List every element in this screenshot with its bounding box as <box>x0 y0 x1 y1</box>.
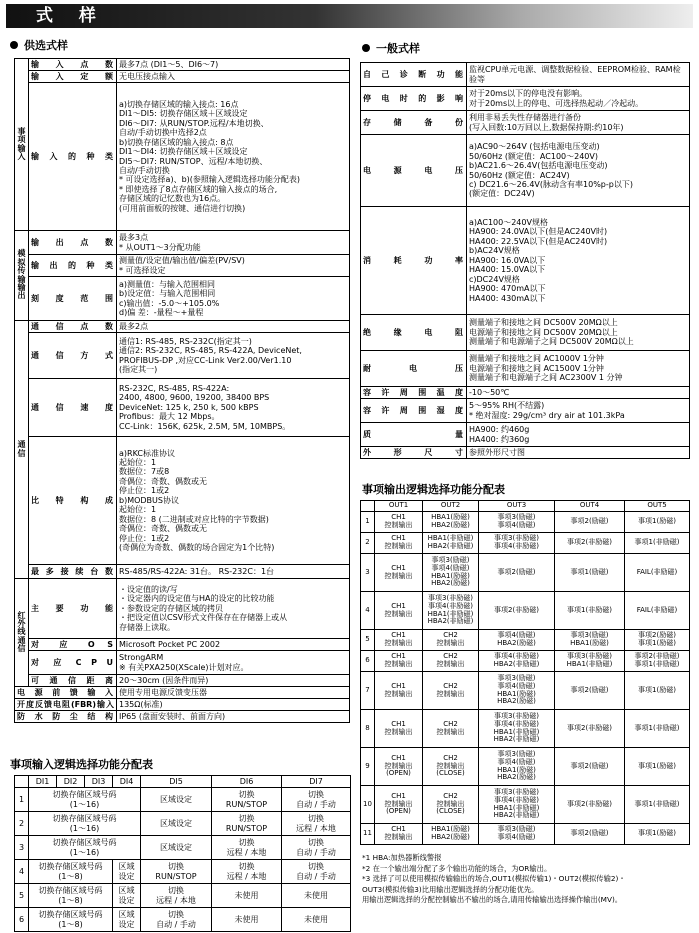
table-cell: 事项2(励磁) <box>479 554 555 592</box>
table-cell: 1 <box>15 788 29 812</box>
table-cell: DI3 <box>85 776 113 788</box>
spec-value: Microsoft Pocket PC 2002 <box>117 639 350 651</box>
table-cell: OUT4 <box>555 501 625 512</box>
table-cell: 事项3(非励磁) 事项4(非励磁) HBA1(非励磁) HBA2(非励磁) <box>479 710 555 748</box>
table-cell: HBA1(励磁) HBA2(励磁) <box>423 824 479 845</box>
spec-key: 存 储 备 份 <box>361 111 467 135</box>
table-cell: 事项2(励磁) <box>555 748 625 786</box>
table-cell: FAIL(非励磁) <box>625 554 690 592</box>
table-cell: 事项1(非励磁) <box>625 786 690 824</box>
spec-value: 最多7点 (DI1～5、DI6～7) <box>117 59 350 71</box>
table-row <box>361 592 690 630</box>
table-cell: CH2 控制输出 <box>423 651 479 672</box>
spec-value: a)测量值：与输入范围相同 b)设定值：与输入范围相同 c)输出值：-5.0～+105.0% d)偏 差：-量程～+量程 <box>117 277 350 321</box>
spec-key: 容 许 周 围 湿 度 <box>361 399 467 423</box>
table-cell: CH1 控制输出 <box>375 630 423 651</box>
table-cell: 事项2(励磁) <box>555 672 625 710</box>
table-cell: 未使用 <box>282 884 351 908</box>
spec-key: 通 信 方 式 <box>29 333 117 379</box>
spec-key: 容 许 周 围 温 度 <box>361 387 467 399</box>
table-cell: DI2 <box>57 776 85 788</box>
spec-key: 通 信 点 数 <box>29 321 117 333</box>
spec-value: 最多2点 <box>117 321 350 333</box>
spec-key: 自 己 诊 断 功 能 <box>361 63 467 87</box>
group-label: 通信 <box>15 321 29 579</box>
table-cell: CH2 控制输出 (CLOSE) <box>423 786 479 824</box>
output-select-heading: 事项输出逻辑选择功能分配表 <box>362 483 505 496</box>
table-cell: CH2 控制输出 <box>423 710 479 748</box>
spec-key: 耐 电 压 <box>361 351 467 387</box>
table-cell: CH1 控制输出 <box>375 651 423 672</box>
section-banner <box>6 4 693 28</box>
spec-value: 通信1: RS-485, RS-232C(指定其一) 通信2: RS-232C, RS-485, RS-422A, DeviceNet, PROFIBUS-DP ,对应CC-Link Ver2.00/Ver1.10 (指定其一) <box>117 333 350 379</box>
table-cell: 事项2(非励磁) <box>555 533 625 554</box>
table-cell: CH1 控制输出 <box>375 672 423 710</box>
bullet-icon <box>10 41 18 49</box>
table-cell: 切换 RUN/STOP <box>212 812 282 836</box>
spec-value: 测量值/设定值/输出值/偏差(PV/SV) * 可选择设定 <box>117 255 350 277</box>
table-cell: 切换 远程 / 本地 <box>282 812 351 836</box>
table-cell: 区域设定 <box>113 908 141 932</box>
table-row <box>361 786 690 824</box>
table-cell: CH1 控制输出 <box>375 554 423 592</box>
table-cell: 一般式样 <box>376 42 420 55</box>
table-cell: DI5 <box>141 776 212 788</box>
spec-key: 停 电 时 的 影 响 <box>361 87 467 111</box>
spec-value: 参照外形尺寸图 <box>467 447 690 459</box>
table-cell: 5 <box>361 630 375 651</box>
table-cell: 事项1(非励磁) <box>625 533 690 554</box>
spec-key: 绝 缘 电 阻 <box>361 315 467 351</box>
spec-value: a)AC100～240V规格 HA900: 24.0VA以下(但是AC240V时) HA400: 22.5VA以下(但是AC240V时) b)AC24V规格 HA900: 16.0VA以下 HA400: 15.0VA以下 c)DC24V规格 HA900: 470mA以下 HA400: 430mA以下 <box>467 207 690 315</box>
table-cell: 5 <box>15 884 29 908</box>
table-cell: 事项2(励磁) 事项1(励磁) <box>625 630 690 651</box>
spec-value: IP65 (盘面安装时、前面方向) <box>117 711 350 723</box>
table-cell: 2 <box>361 533 375 554</box>
group-label: 模拟传输输出 <box>15 231 29 321</box>
table-cell: 切换 自动 / 手动 <box>282 788 351 812</box>
table-cell: 切换 自动 / 手动 <box>282 836 351 860</box>
table-cell: 事项2(励磁) <box>555 512 625 533</box>
table-cell: 切换 RUN/STOP <box>212 788 282 812</box>
table-cell: 2 <box>15 812 29 836</box>
table-cell: 事项3(非励磁) HBA1(非励磁) <box>555 651 625 672</box>
table-cell: 区域设定 <box>141 788 212 812</box>
spec-value: a)RKC标准协议 起始位：1 数据位：7或8 奇偶位：奇数、偶数或无 停止位：1或2 b)MODBUS协议 起始位：1 数据位：8 (二进制或对应比特的字节数据) 奇偶位：奇数、偶数或无 停止位：1或2 (奇偶位为奇数、偶数的场合固定为1个比特) <box>117 437 350 565</box>
spec-key: 开度反馈电阻(FBR)输入 <box>15 699 117 711</box>
spec-key: 输 入 的 种 类 <box>29 83 117 231</box>
table-cell: 事项2(励磁) <box>555 824 625 845</box>
table-cell: CH2 控制输出 (CLOSE) <box>423 748 479 786</box>
spec-value: StrongARM ※ 有关PXA250(XScale)计划对应。 <box>117 651 350 675</box>
table-cell: 切换存储区域号码 (1～8) <box>29 908 113 932</box>
table-row <box>15 884 351 908</box>
banner-title: 式 样 <box>36 6 106 26</box>
spec-key: 防 水 防 尘 结 构 <box>15 711 117 723</box>
table-cell: 切换 远程 / 本地 <box>141 884 212 908</box>
table-cell: 3 <box>15 836 29 860</box>
spec-value: 20～30cm (因条件而异) <box>117 675 350 687</box>
table-cell: 切换存储区域号码 (1～16) <box>29 836 141 860</box>
table-cell: OUT5 <box>625 501 690 512</box>
table-cell: 事项3(非励磁) 事项4(非励磁) HBA1(非励磁) HBA2(非励磁) <box>479 786 555 824</box>
table-cell: 10 <box>361 786 375 824</box>
spec-value: 无电压接点输入 <box>117 71 350 83</box>
table-cell: 3 <box>361 554 375 592</box>
table-cell: 事项2(非励磁) <box>555 786 625 824</box>
table-cell: 6 <box>15 908 29 932</box>
table-cell <box>361 501 375 512</box>
output-select-table <box>360 500 690 845</box>
spec-key: 输 入 点 数 <box>29 59 117 71</box>
table-cell: 11 <box>361 824 375 845</box>
table-cell: DI1 <box>29 776 57 788</box>
spec-value: HA900: 约460g HA400: 约360g <box>467 423 690 447</box>
spec-value: 135Ω(标准) <box>117 699 350 711</box>
table-cell: OUT3 <box>479 501 555 512</box>
table-cell: 未使用 <box>212 908 282 932</box>
table-cell: DI6 <box>212 776 282 788</box>
table-row <box>15 788 351 812</box>
spec-value: 最多3点 * 从OUT1～3分配功能 <box>117 231 350 255</box>
spec-value: 测量端子和接地之间 DC500V 20MΩ以上 电源端子和接地之间 DC500V 20MΩ以上 测量端子和电源端子之间 DC500V 20MΩ以上 <box>467 315 690 351</box>
spec-value: -10～50℃ <box>467 387 690 399</box>
spec-value: 对于20ms以下的停电没有影响。 对于20ms以上的停电、可选择热起动／冷起动。 <box>467 87 690 111</box>
table-cell: CH2 控制输出 <box>423 630 479 651</box>
table-cell: 事项3(励磁) 事项4(励磁) <box>479 512 555 533</box>
table-cell: CH1 控制输出 <box>375 533 423 554</box>
table-cell: 事项4(非励磁) HBA2(非励磁) <box>479 651 555 672</box>
spec-key: 可 通 信 距 离 <box>29 675 117 687</box>
table-cell: 事项3(励磁) 事项4(励磁) HBA1(励磁) HBA2(励磁) <box>479 672 555 710</box>
table-row <box>361 710 690 748</box>
input-select-table <box>14 775 351 932</box>
table-row <box>361 672 690 710</box>
table-row <box>361 512 690 533</box>
table-row <box>361 630 690 651</box>
table-row <box>361 554 690 592</box>
table-cell: CH1 控制输出 <box>375 512 423 533</box>
spec-key: 对 应 O S <box>29 639 117 651</box>
general-heading <box>362 43 420 56</box>
table-cell: CH1 控制输出 <box>375 824 423 845</box>
table-cell: 7 <box>361 672 375 710</box>
spec-value: ・设定值的读/写 ・设定器内的设定值与HA的设定的比较功能 ・参数设定的存储区域的拷贝 ・把设定值以CSV形式文件保存在存储器上或从 存储器上读取。 <box>117 579 350 639</box>
table-row <box>15 836 351 860</box>
table-cell: CH1 控制输出 <box>375 710 423 748</box>
spec-key: 外 形 尺 寸 <box>361 447 467 459</box>
table-cell: 切换存储区域号码 (1～8) <box>29 884 113 908</box>
spec-value: a)切换存储区域的输入接点: 16点 DI1～DI5: 切换存储区域＋区域设定 DI6～DI7: 从RUN/STOP.远程/本地切换、 自动/手动切换中选择2点 b)切换存储区域的输入接点: 8点 DI1～DI4: 切换存储区域＋区域设定 DI5～DI7: RUN/STOP、远程/本地切换、 自动/手动切换 * 可设定选择a)、b)(参照输入逻辑选择功能分配表) * 即使选择了8点存储区域的输入接点的场合, 存储区域的记忆数也为16点。 (可用前面板的按键、通信进行切换) <box>117 83 350 231</box>
table-cell: 区域设定 <box>141 812 212 836</box>
footnotes: *1 HBA:加热器断线警报 *2 在一个输出端分配了多个输出功能的场合，为OR输出。 *3 选择了可以使用模拟传输输出的场合,OUT1(模拟传输1)・OUT2(模拟传输2)・ OUT3(模拟传输3)比用输出逻辑选择的分配功能优先。 用输出逻辑选择的分配控制输出不输出的场合,请用传输输出选择操作输出(MV)。 <box>362 853 626 905</box>
table-cell: 事项1(非励磁) <box>555 592 625 630</box>
table-cell: DI4 <box>113 776 141 788</box>
table-row <box>361 533 690 554</box>
table-cell: HBA1(非励磁) HBA2(非励磁) <box>423 533 479 554</box>
table-cell: 切换 自动 / 手动 <box>282 860 351 884</box>
table-cell: CH1 控制输出 (OPEN) <box>375 748 423 786</box>
table-cell: 区域设定 <box>141 836 212 860</box>
table-cell: 事项1(励磁) <box>625 824 690 845</box>
table-cell: 事项1(励磁) <box>625 748 690 786</box>
spec-key: 对 应 C P U <box>29 651 117 675</box>
table-cell: 区域设定 <box>113 884 141 908</box>
general-spec-table <box>360 62 690 459</box>
table-cell <box>15 776 29 788</box>
bullet-icon <box>362 44 370 52</box>
group-label: 事项输入 <box>15 59 29 231</box>
table-cell: CH2 控制输出 <box>423 672 479 710</box>
table-cell: 未使用 <box>282 908 351 932</box>
table-cell: 切换 远程 / 本地 <box>212 860 282 884</box>
table-cell: 8 <box>361 710 375 748</box>
table-cell: 未使用 <box>212 884 282 908</box>
table-row <box>361 651 690 672</box>
table-cell: 6 <box>361 651 375 672</box>
table-cell: 事项3(励磁) 事项4(励磁) HBA1(励磁) HBA2(励磁) <box>423 554 479 592</box>
spec-key: 输 出 点 数 <box>29 231 117 255</box>
table-cell: DI7 <box>282 776 351 788</box>
group-label: 红外线通信 <box>15 579 29 687</box>
table-cell: HBA1(励磁) HBA2(励磁) <box>423 512 479 533</box>
table-cell: 1 <box>361 512 375 533</box>
spec-key: 比 特 构 成 <box>29 437 117 565</box>
table-cell: 事项3(励磁) 事项4(励磁) <box>479 824 555 845</box>
table-cell: 切换 远程 / 本地 <box>212 836 282 860</box>
table-cell: OUT2 <box>423 501 479 512</box>
table-cell: 切换存储区域号码 (1～8) <box>29 860 113 884</box>
table-cell: 事项2(非励磁) <box>555 710 625 748</box>
spec-key: 主 要 功 能 <box>29 579 117 639</box>
table-row <box>15 812 351 836</box>
table-cell: 事项3(励磁) 事项4(励磁) HBA1(励磁) HBA2(励磁) <box>479 748 555 786</box>
table-row <box>15 908 351 932</box>
table-cell: 事项1(非励磁) <box>625 710 690 748</box>
table-cell: CH1 控制输出 <box>375 592 423 630</box>
table-cell: 切换 RUN/STOP <box>141 860 212 884</box>
table-row <box>361 748 690 786</box>
table-cell: 4 <box>15 860 29 884</box>
spec-key: 输 入 定 额 <box>29 71 117 83</box>
table-cell: 切换存储区域号码 (1～16) <box>29 788 141 812</box>
supply-spec-table <box>14 58 350 723</box>
spec-value: 利用非易丢失性存储器进行备份 (写入回数:10万回以上,数据保持期:约10年) <box>467 111 690 135</box>
table-cell: 9 <box>361 748 375 786</box>
supply-heading <box>10 40 68 53</box>
table-cell: 供选式样 <box>24 39 68 52</box>
table-cell: 事项1(励磁) <box>555 554 625 592</box>
table-cell: 事项1(励磁) <box>625 512 690 533</box>
spec-key: 通 信 速 度 <box>29 379 117 437</box>
spec-value: 5～95% RH(不结露) * 绝对湿度: 29g/cm³ dry air at 101.3kPa <box>467 399 690 423</box>
table-cell: 区域设定 <box>113 860 141 884</box>
table-cell: CH1 控制输出 (OPEN) <box>375 786 423 824</box>
table-cell: 事项3(励磁) HBA1(励磁) <box>555 630 625 651</box>
table-cell: 事项2(非励磁) 事项1(非励磁) <box>625 651 690 672</box>
table-cell: 事项2(非励磁) <box>479 592 555 630</box>
table-row <box>15 860 351 884</box>
spec-value: 测量端子和接地之间 AC1000V 1分钟 电源端子和接地之间 AC1500V 1分钟 测量端子和电源端子之间 AC2300V 1 分钟 <box>467 351 690 387</box>
spec-key: 刻 度 范 围 <box>29 277 117 321</box>
table-cell: 事项3(非励磁) 事项4(非励磁) HBA1(非励磁) HBA2(非励磁) <box>423 592 479 630</box>
table-cell: 切换存储区域号码 (1～16) <box>29 812 141 836</box>
table-cell: 事项1(励磁) <box>625 672 690 710</box>
spec-key: 质 量 <box>361 423 467 447</box>
input-select-heading: 事项输入逻辑选择功能分配表 <box>10 758 153 771</box>
table-cell: 切换 自动 / 手动 <box>141 908 212 932</box>
table-cell: FAIL(非励磁) <box>625 592 690 630</box>
spec-value: 使用专用电源反馈变压器 <box>117 687 350 699</box>
table-cell: 事项4(励磁) HBA2(励磁) <box>479 630 555 651</box>
table-cell: 4 <box>361 592 375 630</box>
table-cell: OUT1 <box>375 501 423 512</box>
table-row <box>361 824 690 845</box>
spec-key: 电 源 前 馈 输 入 <box>15 687 117 699</box>
spec-value: RS-232C, RS-485, RS-422A: 2400, 4800, 9600, 19200, 38400 BPS DeviceNet: 125 k, 250 k, 500 kBPS Profibus：最大 12 Mbps。 CC-Link：156K, 625k, 2.5M, 5M, 10MBPS。 <box>117 379 350 437</box>
spec-value: a)AC90～264V (包括电源电压变动) 50/60Hz (额定值：AC100～240V) b)AC21.6～26.4V(包括电源电压变动) 50/60Hz (额定值：AC24V) c) DC21.6～26.4V(脉动含有率10%p-p以下) (额定值：DC24V) <box>467 135 690 207</box>
table-cell: 事项3(非励磁) 事项4(非励磁) <box>479 533 555 554</box>
spec-key: 最 多 接 续 台 数 <box>29 565 117 579</box>
spec-key: 电 源 电 压 <box>361 135 467 207</box>
spec-key: 消 耗 功 率 <box>361 207 467 315</box>
spec-key: 输 出 的 种 类 <box>29 255 117 277</box>
spec-value: 监视CPU单元电源、调整数据检验、EEPROM检验、RAM检验等 <box>467 63 690 87</box>
spec-value: RS-485/RS-422A: 31台。 RS-232C：1台 <box>117 565 350 579</box>
